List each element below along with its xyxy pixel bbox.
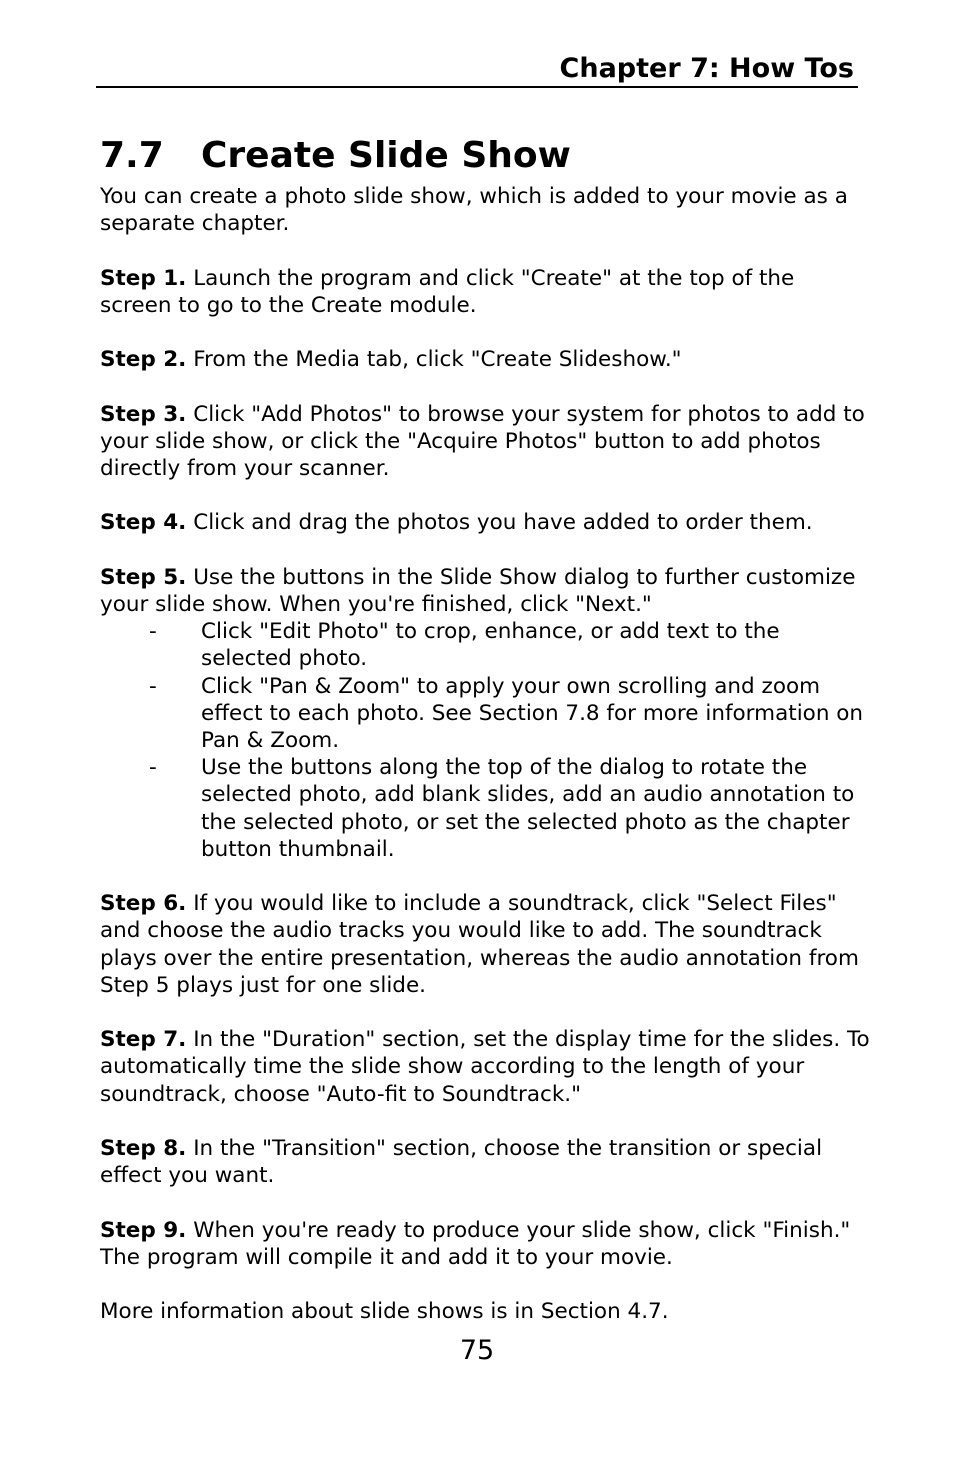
bullet-text: Click "Pan & Zoom" to apply your own scrolling and zoom effect to each photo. See Section 7.8 for more information on Pan & Zoom. bbox=[201, 673, 864, 753]
step-text: If you would like to include a soundtrack, click "Select Files" and choose the audio tracks you would like to add. The soundtrack plays over the entire presentation, whereas the audio annotation from Step 5 plays just for one slide. bbox=[100, 891, 859, 998]
section-number: 7.7 bbox=[100, 135, 164, 176]
bullet-text: Click "Edit Photo" to crop, enhance, or add text to the selected photo. bbox=[201, 619, 780, 672]
step-5-bullet-list bbox=[100, 618, 870, 863]
step-8 bbox=[100, 1135, 870, 1189]
step-text: Launch the program and click "Create" at the top of the screen to go to the Create module. bbox=[100, 265, 795, 318]
step-label: Step 2. bbox=[100, 347, 187, 373]
chapter-header bbox=[96, 52, 858, 88]
step-label: Step 7. bbox=[100, 1027, 187, 1053]
bullet-dash: - bbox=[149, 673, 157, 699]
step-6 bbox=[100, 890, 870, 999]
intro-paragraph: You can create a photo slide show, which is added to your movie as a separate chapter. bbox=[100, 184, 848, 237]
step-text: When you're ready to produce your slide show, click "Finish." The program will compile it and add it to your movie. bbox=[100, 1217, 851, 1270]
step-9 bbox=[100, 1217, 870, 1271]
list-item bbox=[100, 618, 870, 672]
step-4 bbox=[100, 509, 870, 536]
step-label: Step 8. bbox=[100, 1135, 187, 1161]
section-heading bbox=[100, 133, 571, 179]
step-label: Step 5. bbox=[100, 564, 187, 590]
chapter-title: Chapter 7: How Tos bbox=[559, 53, 854, 84]
list-item bbox=[100, 673, 870, 755]
bullet-text: Use the buttons along the top of the dialog to rotate the selected photo, add blank slides, add an audio annotation to the selected photo, or set the selected photo as the chapter button thumbnail. bbox=[201, 755, 855, 862]
step-2 bbox=[100, 346, 870, 373]
step-label: Step 4. bbox=[100, 510, 187, 536]
step-label: Step 1. bbox=[100, 265, 187, 291]
page-number: 75 bbox=[459, 1335, 495, 1366]
step-label: Step 9. bbox=[100, 1217, 187, 1243]
page-body bbox=[100, 183, 870, 1325]
step-text: Click "Add Photos" to browse your system for photos to add to your slide show, or click the "Acquire Photos" button to add photos directly from your scanner. bbox=[100, 401, 865, 481]
step-5 bbox=[100, 564, 870, 618]
closing-paragraph: More information about slide shows is in Section 4.7. bbox=[100, 1299, 669, 1325]
step-label: Step 3. bbox=[100, 401, 187, 427]
step-text: In the "Transition" section, choose the transition or special effect you want. bbox=[100, 1135, 823, 1189]
step-3 bbox=[100, 401, 870, 483]
step-text: From the Media tab, click "Create Slideshow." bbox=[186, 347, 682, 373]
section-title-text: Create Slide Show bbox=[201, 135, 571, 176]
step-text: Click and drag the photos you have added to order them. bbox=[186, 510, 813, 536]
step-7 bbox=[100, 1026, 870, 1108]
step-label: Step 6. bbox=[100, 891, 187, 917]
step-text: Use the buttons in the Slide Show dialog to further customize your slide show. When you're finished, click "Next." bbox=[100, 564, 856, 617]
bullet-dash: - bbox=[149, 755, 157, 781]
step-1 bbox=[100, 265, 870, 319]
list-item bbox=[100, 754, 870, 863]
step-text: In the "Duration" section, set the display time for the slides. To automatically time the slide show according to the length of your soundtrack, choose "Auto-fit to Soundtrack." bbox=[100, 1027, 870, 1107]
bullet-dash: - bbox=[149, 619, 157, 645]
